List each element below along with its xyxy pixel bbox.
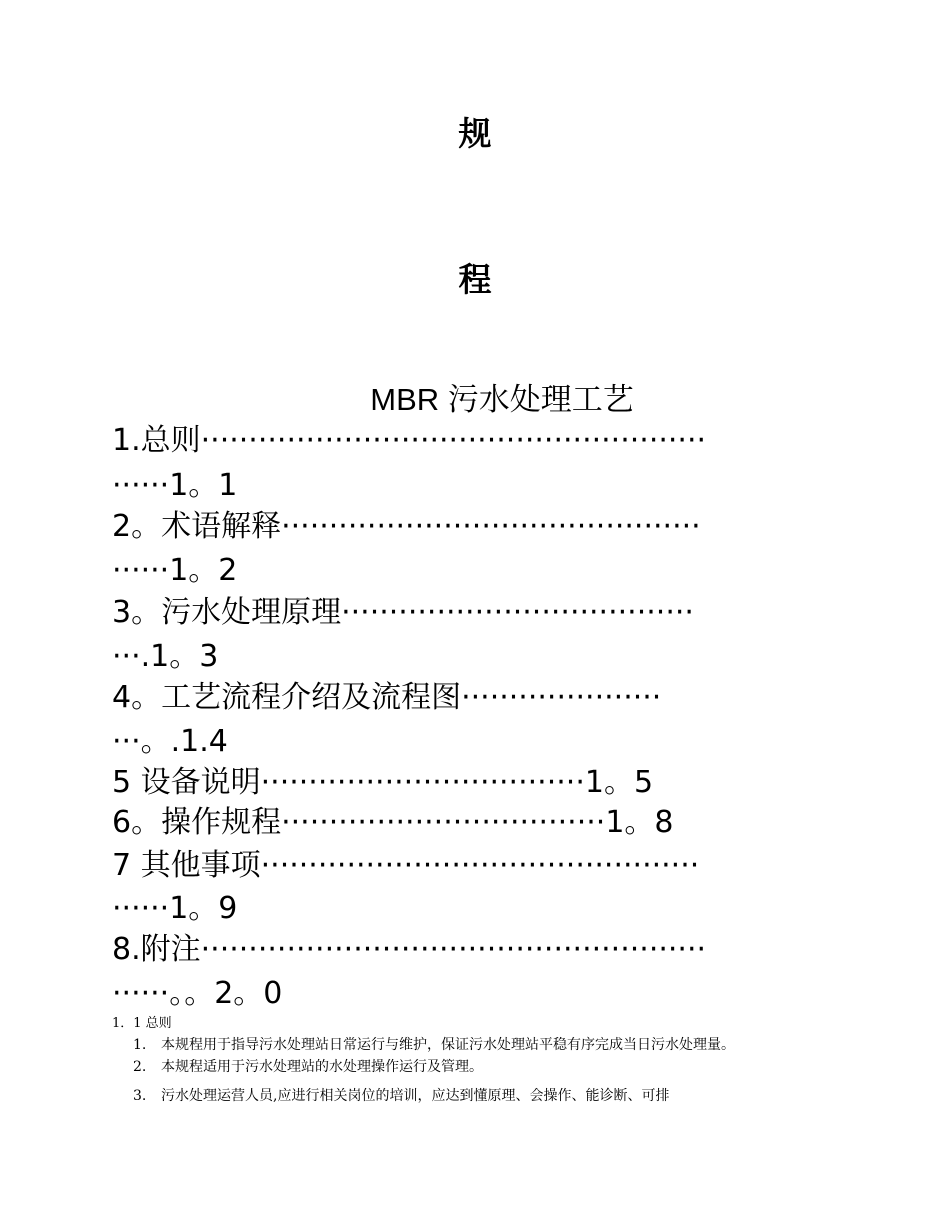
list-item-number: 1. [133,1037,147,1053]
toc-entry-6: 6。操作规程··································1。8 [112,805,674,840]
toc-entry-7-line2: ······1。9 [112,891,238,926]
list-item-text: 本规程适用于污水处理站的水处理操作运行及管理。 [161,1059,483,1075]
list-item-number: 3. [133,1088,147,1104]
cover-char-gui: 规 [458,114,492,153]
toc-entry-4-line1: 4。工艺流程介绍及流程图····················· [112,680,662,715]
toc-entry-3-line2: ···.1。3 [112,639,219,674]
toc-entry-8-line1: 8.附注····················································· [112,932,707,967]
toc-entry-8-line2: ······。。2。0 [112,976,283,1011]
document-title: MBR 污水处理工艺 [370,382,634,417]
toc-entry-2-line2: ······1。2 [112,553,238,588]
toc-entry-4-line2: ···。.1.4 [112,724,228,759]
list-item [133,1086,669,1106]
list-item-text: 污水处理运营人员,应进行相关岗位的培训，应达到懂原理、会操作、能诊断、可排 [161,1088,670,1104]
toc-entry-1-line2: ······1。1 [112,468,238,503]
toc-entry-5: 5 设备说明··································1。5 [112,765,654,800]
section-heading: 1．1 总则 [112,1016,172,1031]
list-item [133,1035,735,1055]
list-item-number: 2. [133,1059,147,1075]
list-item-text: 本规程用于指导污水处理站日常运行与维护，保证污水处理站平稳有序完成当日污水处理量。 [161,1037,735,1053]
toc-entry-7-line1: 7 其他事项·············································· [112,848,700,883]
list-item [133,1057,483,1077]
toc-entry-2-line1: 2。术语解释············································ [112,509,701,544]
cover-char-cheng: 程 [458,260,492,299]
toc-entry-1-line1: 1.总则····················································· [112,423,707,458]
toc-entry-3-line1: 3。污水处理原理····································· [112,595,694,630]
